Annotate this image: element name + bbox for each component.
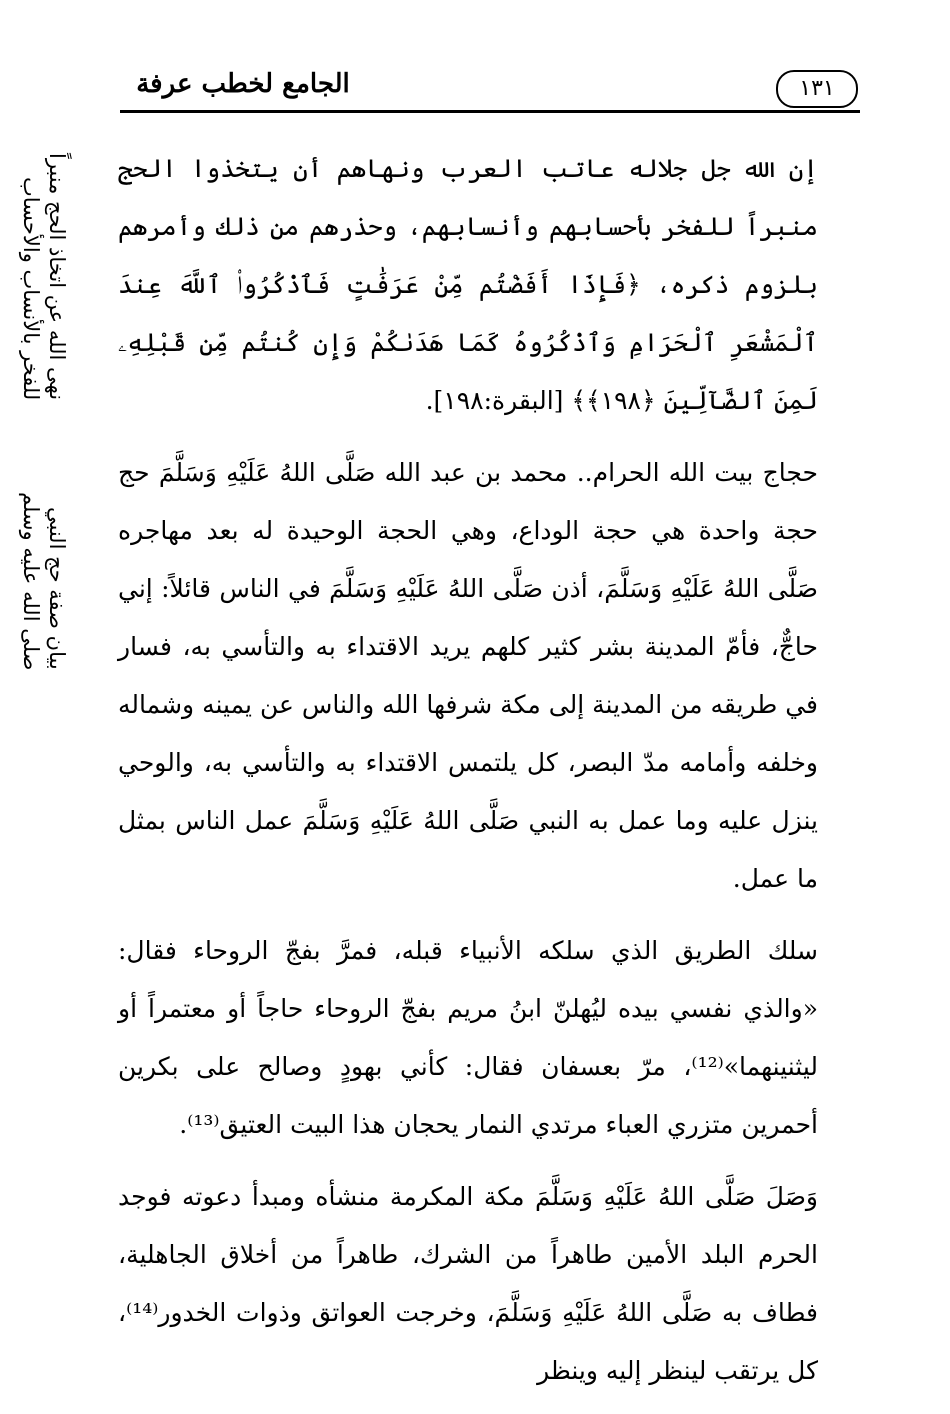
page-header: [120, 58, 860, 114]
paragraph-route: سلك الطريق الذي سلكه الأنبياء قبله، فمرَّ بفجّ الروحاء فقال: «والذي نفسي بيده ليُهلنّ ابنُ مريم بفجّ الروحاء حاجاً أو معتمراً أو ليثنينهما»⁽¹²⁾، مرّ بعسفان فقال: كأني بهودٍ وصالح على بكرين أحمرين متزري العباء مرتدي النمار يحجان هذا البيت العتيق⁽¹³⁾.: [118, 936, 818, 1139]
main-text: [118, 140, 818, 1414]
page-number: ١٣١: [776, 70, 858, 108]
header-divider: [120, 110, 860, 113]
paragraph-farewell-hajj: حجاج بيت الله الحرام.. محمد بن عبد الله صَلَّى اللهُ عَلَيْهِ وَسَلَّمَ حج حجة واحدة هي حجة الوداع، وهي الحجة الوحيدة له بعد مهاجره صَلَّى اللهُ عَلَيْهِ وَسَلَّمَ، أذن صَلَّى اللهُ عَلَيْهِ وَسَلَّمَ في الناس قائلاً: إني حاجٌّ، فأمّ المدينة بشر كثير كلهم يريد الاقتداء به والتأسي به، فسار في طريقه من المدينة إلى مكة شرفها الله والناس عن يمينه وشماله وخلفه وأمامه مدّ البصر، كل يلتمس الاقتداء به والتأسي به، والوحي ينزل عليه وما عمل به النبي صَلَّى اللهُ عَلَيْهِ وَسَلَّمَ عمل الناس بمثل ما عمل.: [118, 458, 818, 893]
paragraph-arrival-mecca: وَصَلَ صَلَّى اللهُ عَلَيْهِ وَسَلَّمَ مكة المكرمة منشأه ومبدأ دعوته فوجد الحرم البلد الأمين طاهراً من الشرك، طاهراً من أخلاق الجاهلية، فطاف به صَلَّى اللهُ عَلَيْهِ وَسَلَّمَ، وخرجت العواتق وذوات الخدور⁽¹⁴⁾، كل يرتقب لينظر إليه وينظر: [118, 1182, 818, 1385]
margin-note-prophet-hajj: بيان صفة حج النبي صلى الله عليه وسلم: [19, 491, 69, 670]
paragraph-pride: إن الله جل جلاله عاتب العرب ونهاهم أن يتخذوا الحج منبراً للفخر بأحسابهم وأنسابهم، وحذرهم من ذلك وأمرهم بلزوم ذكره، ﴿فَإِذَا أَفَضْتُم مِّنْ عَرَفَٰتٍ فَٱذْكُرُوا۟ ٱللَّهَ عِندَ ٱلْمَشْعَرِ ٱلْحَرَامِ وَٱذْكُرُوهُ كَمَا هَدَىٰكُمْ وَإِن كُنتُم مِّن قَبْلِهِۦ لَمِنَ ٱلضَّآلِّينَ ﴿١٩٨﴾﴾ [البقرة:١٩٨].: [118, 154, 818, 415]
margin-notes: [6, 150, 102, 670]
margin-note-pride: نهى الله عن اتخاذ الحج منبراً للفخر بالأنساب والأحساب: [19, 152, 69, 400]
book-title: الجامع لخطب عرفة: [136, 69, 350, 99]
